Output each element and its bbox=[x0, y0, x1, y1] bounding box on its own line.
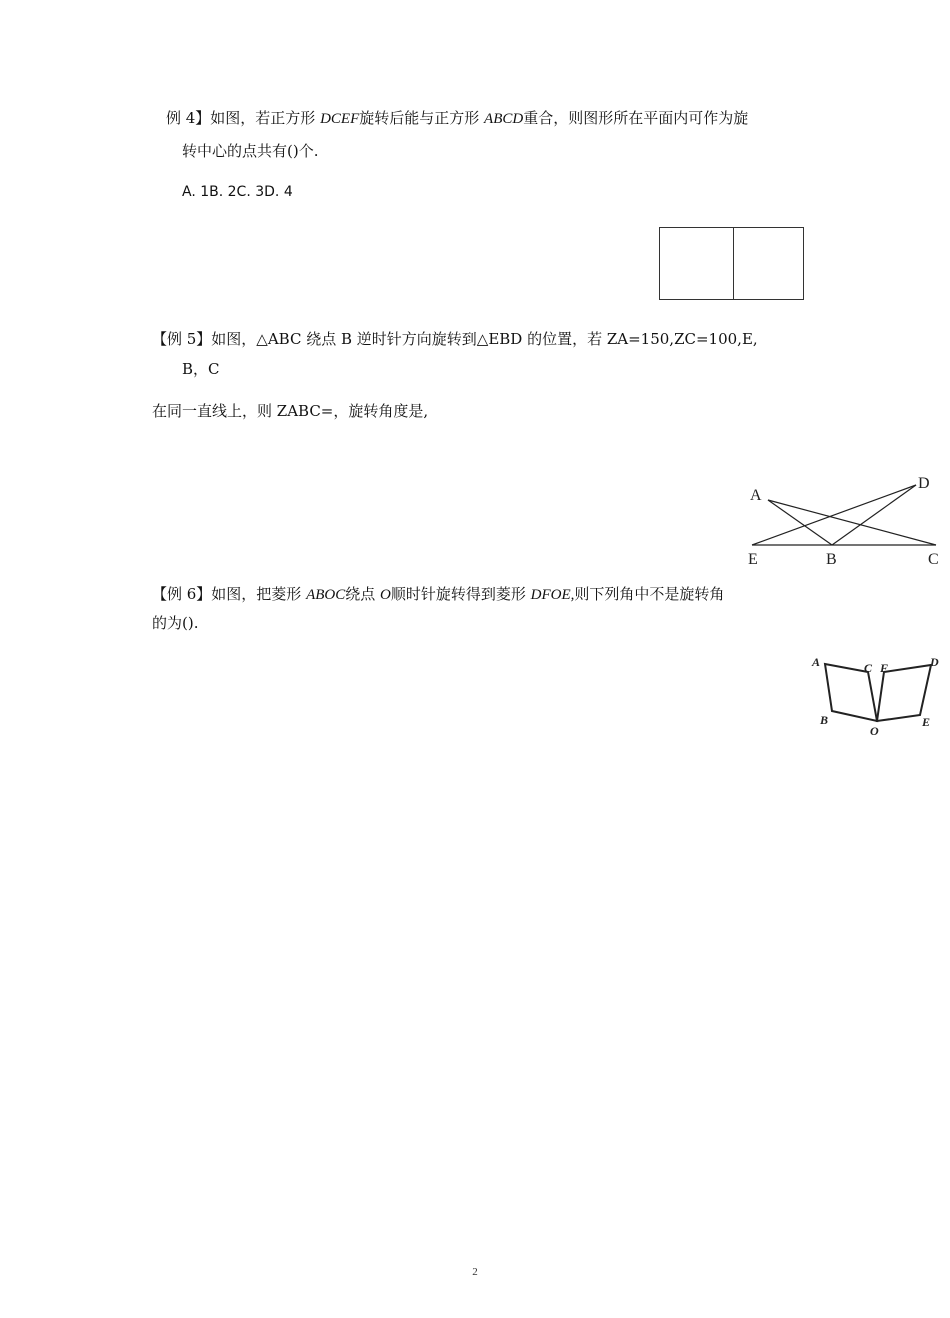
ex6-label-e: E bbox=[922, 715, 931, 729]
ex6-question-line2: 的为(). bbox=[152, 614, 199, 632]
ex4-square-dcef: DCEF bbox=[320, 111, 360, 127]
ex4-question-line2: 转中心的点共有()个. bbox=[182, 142, 319, 160]
ex4-options: A. 1B. 2C. 3D. 4 bbox=[182, 184, 293, 200]
ex5-label-e: E bbox=[748, 551, 758, 568]
ex6-label-d: D bbox=[930, 655, 939, 669]
ex4-prefix: 例 4】如图，若正方形 bbox=[166, 109, 321, 127]
ex4-figure-outline bbox=[660, 228, 804, 300]
ex6-label-a: A bbox=[812, 655, 821, 669]
ex4-mid: 旋转后能与正方形 bbox=[359, 109, 485, 127]
page-number: 2 bbox=[472, 1266, 478, 1278]
ex6-suffix: 则下列角中不是旋转角 bbox=[574, 585, 725, 603]
ex6-figure-rhombi bbox=[806, 648, 946, 740]
ex5-question-line1: 【例 5】如图，△ABC 绕点 B 逆时针方向旋转到△EBD 的位置，若 ZA=150,ZC=100,E, bbox=[152, 330, 758, 348]
ex4-square-abcd: ABCD bbox=[484, 111, 524, 127]
ex5-label-b: B bbox=[826, 551, 837, 568]
ex6-mid2: 顺时针旋转得到菱形 bbox=[390, 585, 531, 603]
ex6-rhombus-aboc: ABOC bbox=[306, 587, 346, 603]
ex4-suffix: 重合，则图形所在平面内可作为旋 bbox=[523, 109, 749, 127]
ex6-label-c: C bbox=[864, 661, 873, 675]
ex5-question-line3: 在同一直线上，则 ZABC=，旋转角度是, bbox=[152, 402, 429, 420]
ex4-figure-squares bbox=[658, 226, 806, 302]
ex5-label-d: D bbox=[918, 475, 930, 492]
ex5-question-line2: B，C bbox=[182, 360, 220, 378]
ex6-label-b: B bbox=[820, 713, 829, 727]
ex6-point-o: O bbox=[380, 587, 391, 603]
ex4-question-line1 bbox=[166, 108, 748, 129]
ex5-line-ed bbox=[752, 485, 916, 545]
ex6-label-o: O bbox=[870, 724, 879, 738]
ex6-label-f: F bbox=[880, 661, 889, 675]
ex6-prefix: 【例 6】如图，把菱形 bbox=[152, 585, 307, 603]
ex6-rhombus-dfoe: DFOE, bbox=[530, 587, 575, 603]
ex6-mid1: 绕点 bbox=[345, 585, 381, 603]
ex5-label-a: A bbox=[750, 487, 762, 504]
ex5-line-ab bbox=[768, 500, 832, 545]
ex6-question-line1 bbox=[152, 584, 724, 605]
ex5-figure-triangles bbox=[740, 468, 946, 572]
ex5-label-c: C bbox=[928, 551, 939, 568]
ex5-line-ac bbox=[768, 500, 936, 545]
